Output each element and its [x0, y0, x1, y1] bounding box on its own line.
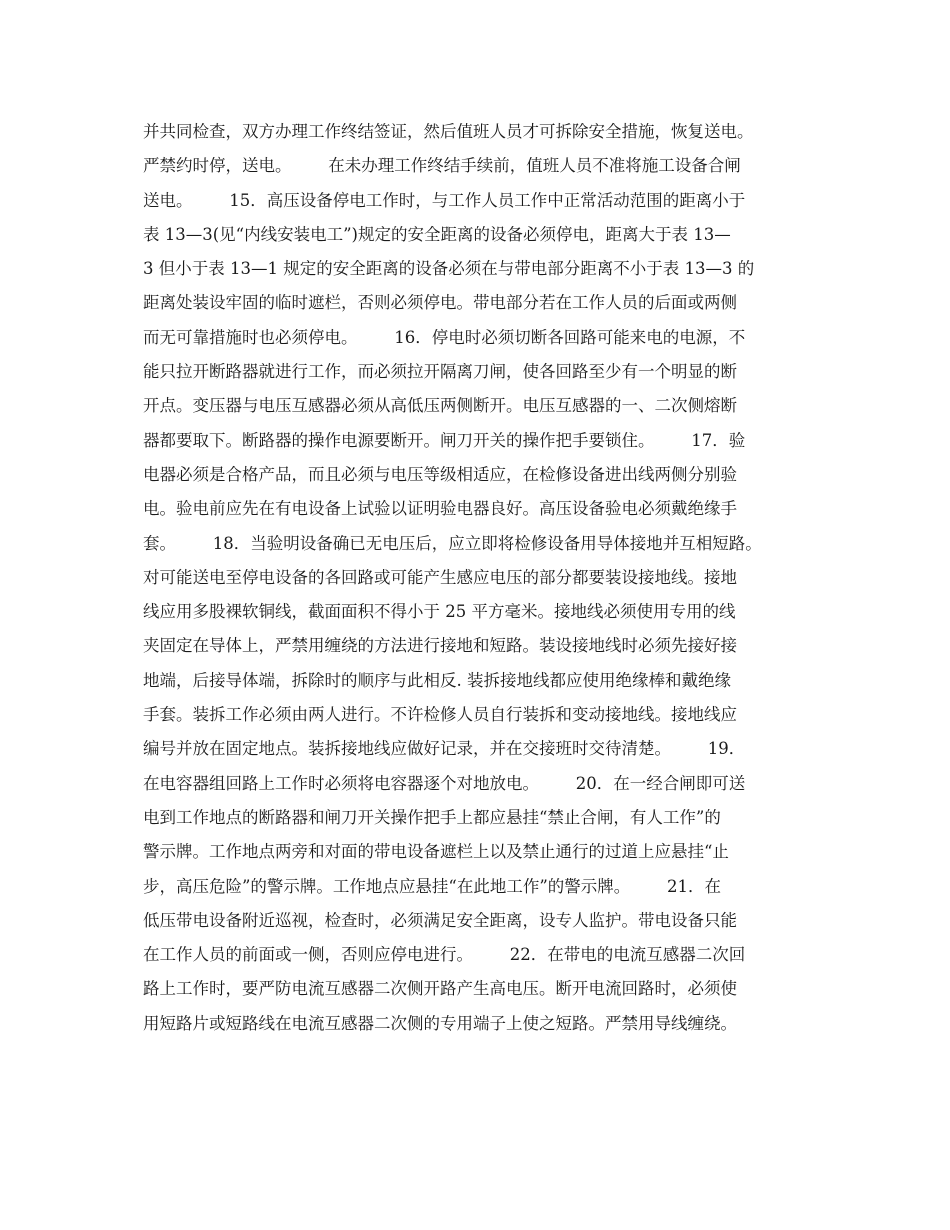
- text-line: 用短路片或短路线在电流互感器二次侧的专用端子上使之短路。严禁用导线缠绕。: [143, 1013, 737, 1033]
- text-line: 夹固定在导体上，严禁用缠绕的方法进行接地和短路。装设接地线时必须先接好接: [143, 636, 737, 656]
- text-line: 并共同检查，双方办理工作终结签证，然后值班人员才可拆除安全措施，恢复送电。: [143, 122, 754, 141]
- text-line: 地端，后接导体端，拆除时的顺序与此相反. 装拆接地线都应使用绝缘棒和戴绝缘: [143, 670, 731, 690]
- text-line: 警示牌。工作地点两旁和对面的带电设备遮栏上以及禁止通行的过道上应悬挂“止: [143, 842, 729, 862]
- text-line: 路上工作时，要严防电流互感器二次侧开路产生高电压。断开电流回路时，必须使: [143, 979, 737, 999]
- text-line: 步，高压危险”的警示牌。工作地点应悬挂“在此地工作”的警示牌。 21．在: [143, 876, 722, 896]
- text-line: 能只拉开断路器就进行工作，而必须拉开隔离刀闸，使各回路至少有一个明显的断: [143, 362, 737, 382]
- text-line: 电器必须是合格产品，而且必须与电压等级相适应，在检修设备进出线两侧分别验: [143, 464, 737, 484]
- text-line: 编号并放在固定地点。装拆接地线应做好记录，并在交接班时交待清楚。 19．: [143, 739, 746, 759]
- body-text: [143, 115, 833, 1041]
- text-line: 而无可靠措施时也必须停电。 16．停电时必须切断各回路可能来电的电源，不: [143, 327, 746, 347]
- text-line: 送电。 15．高压设备停电工作时，与工作人员工作中正常活动范围的距离小于: [143, 190, 746, 210]
- text-line: 低压带电设备附近巡视，检查时，必须满足安全距离，设专人监护。带电设备只能: [143, 910, 737, 930]
- text-line: 套。 18．当验明设备确已无电压后，应立即将检修设备用导体接地并互相短路。: [143, 533, 762, 553]
- text-line: 在电容器组回路上工作时必须将电容器逐个对地放电。 20．在一经合闸即可送: [143, 773, 746, 793]
- text-line: 表 13—3(见“内线安装电工”)规定的安全距离的设备必须停电，距离大于表 13—: [143, 224, 731, 244]
- text-line: 在工作人员的前面或一侧，否则应停电进行。 22．在带电的电流互感器二次回: [143, 945, 746, 965]
- text-line: 电到工作地点的断路器和闸刀开关操作把手上都应悬挂“禁止合闸，有人工作”的: [143, 807, 721, 827]
- text-line: 对可能送电至停电设备的各回路或可能产生感应电压的部分都要装设接地线。接地: [143, 567, 737, 587]
- text-line: 手套。装拆工作必须由两人进行。不许检修人员自行装拆和变动接地线。接地线应: [143, 705, 737, 725]
- text-line: 电。验电前应先在有电设备上试验以证明验电器良好。高压设备验电必须戴绝缘手: [143, 499, 737, 519]
- text-line: 器都要取下。断路器的操作电源要断开。闸刀开关的操作把手要锁住。 17．验: [143, 430, 746, 450]
- text-line: 开点。变压器与电压互感器必须从高低压两侧断开。电压互感器的一、二次侧熔断: [143, 396, 737, 416]
- text-line: 线应用多股裸软铜线，截面面积不得小于 25 平方毫米。接地线必须使用专用的线: [143, 602, 736, 622]
- text-line: 严禁约时停，送电。 在未办理工作终结手续前，值班人员不准将施工设备合闸: [143, 156, 741, 176]
- text-line: 3 但小于表 13—1 规定的安全距离的设备必须在与带电部分距离不小于表 13—3 的: [143, 259, 755, 279]
- text-line: 距离处装设牢固的临时遮栏，否则必须停电。带电部分若在工作人员的后面或两侧: [143, 293, 737, 313]
